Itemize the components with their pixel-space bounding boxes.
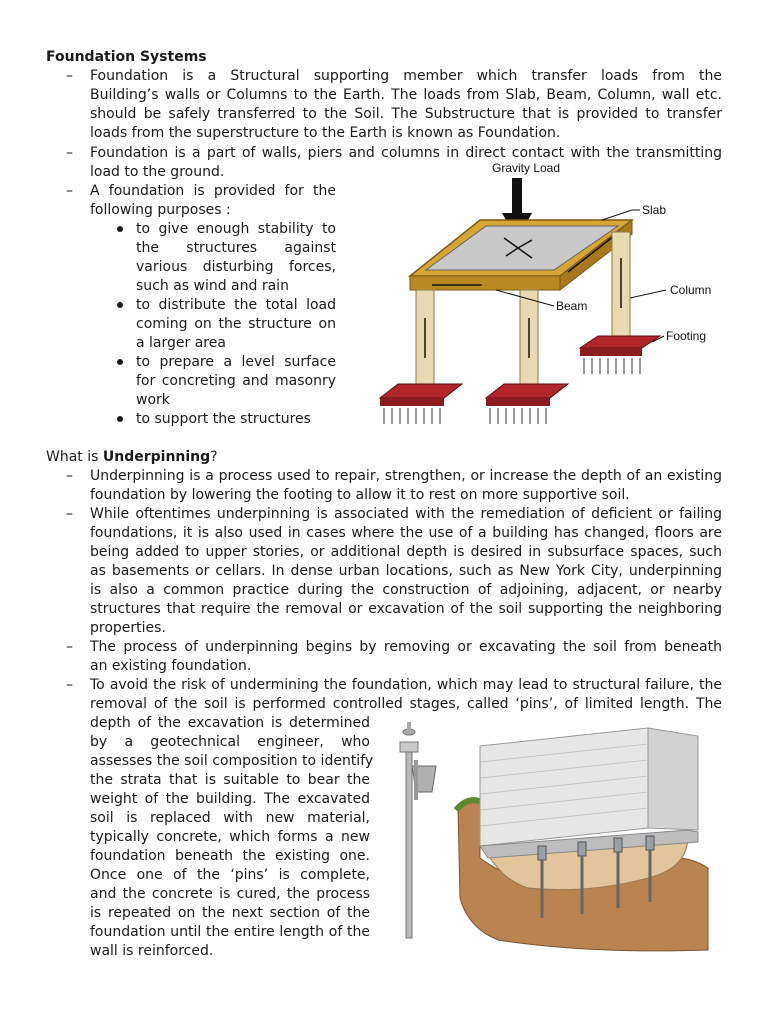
column-label: Column (670, 283, 712, 297)
paragraph-line: is also a common practice during the construction of adjoining, adjacent, or nearby (90, 582, 722, 598)
paragraph-line: depth of the excavation is determined (90, 715, 370, 731)
dash-bullet: – (66, 506, 73, 522)
gravity-load-label: Gravity Load (492, 161, 561, 175)
underpinning-illustration (388, 718, 728, 954)
building-wall-side (648, 728, 698, 830)
section-title-foundation-systems: Foundation Systems (46, 49, 207, 65)
footing-left (380, 384, 462, 406)
paragraph-line: While oftentimes underpinning is associated with the remediation of deficient or failing (90, 506, 722, 522)
paragraph-line: load to the ground. (90, 164, 225, 180)
slab-leader (602, 210, 632, 220)
list-item-line: work (136, 392, 170, 408)
title-prefix: What is (46, 449, 103, 465)
paragraph-line: foundation beneath the existing one. (90, 848, 370, 864)
list-item-line: to support the structures (136, 411, 311, 427)
footing-right (580, 336, 660, 356)
paragraph-line: A foundation is provided for the (90, 183, 336, 199)
paragraph-line: soil is replaced with new material, (90, 810, 370, 826)
paragraph-line: Once one of the ‘pins’ is complete, (90, 867, 370, 883)
paragraph-line: foundations, it is also used in cases where the use of a building has changed, floors are (90, 525, 722, 541)
paragraph-line: being added to upper stories, or additional depth is desired in subsurface spaces, such (90, 544, 722, 560)
list-item-line: the structures against (136, 240, 336, 256)
section-title-underpinning (46, 448, 218, 467)
list-bullet (117, 416, 125, 424)
paragraph-line: assesses the soil composition to identify (90, 753, 374, 769)
paragraph-line: the strata that is suitable to bear the (90, 772, 370, 788)
paragraph-line: properties. (90, 620, 166, 636)
paragraph-line: Foundation is a part of walls, piers and columns in direct contact with the transmitting (90, 145, 722, 161)
paragraph-line: The process of underpinning begins by removing or excavating the soil from beneath (90, 639, 722, 655)
paragraph-line: typically concrete, which forms a new (90, 829, 370, 845)
paragraph-line: foundation by lowering the footing to allow it to rest on more supportive soil. (90, 487, 630, 503)
list-item-line: such as wind and rain (136, 278, 289, 294)
foundation-diagram (370, 158, 730, 434)
paragraph-line: foundation until the entire length of the (90, 924, 370, 940)
list-item-line: to prepare a level surface (136, 354, 336, 370)
beam-label: Beam (556, 299, 588, 313)
list-item-line: coming on the structure on (136, 316, 336, 332)
paragraph-line: and the concrete is cured, the process (90, 886, 370, 902)
paragraph-line: by a geotechnical engineer, who (90, 734, 370, 750)
dash-bullet: – (66, 677, 73, 693)
paragraph-line: following purposes : (90, 202, 231, 218)
footing-middle (486, 384, 568, 406)
paragraph-line: structures that require the removal or excavation of the soil supporting the neighboring (90, 601, 722, 617)
dash-bullet: – (66, 68, 73, 84)
list-item-line: a larger area (136, 335, 226, 351)
dash-bullet: – (66, 639, 73, 655)
paragraph-line: loads from the superstructure to the Earth is known as Foundation. (90, 125, 561, 141)
paragraph-line: Foundation is a Structural supporting member which transfer loads from the (90, 68, 722, 84)
paragraph-line: To avoid the risk of undermining the foundation, which may lead to structural failure, the (90, 677, 722, 693)
list-item-line: to distribute the total load (136, 297, 336, 313)
paragraph-line: should be safely transferred to the Soil. The Substructure that is provided to transfer (90, 106, 722, 122)
title-bold: Underpinning (102, 449, 211, 465)
footing-label: Footing (666, 329, 707, 343)
column-leader (630, 290, 666, 298)
list-bullet (117, 226, 125, 234)
slab-label: Slab (642, 203, 667, 217)
list-bullet (117, 302, 125, 310)
list-item-line: for concreting and masonry (136, 373, 336, 389)
paragraph-line: removal of the soil is performed controlled stages, called ‘pins’, of limited length. The (90, 696, 722, 712)
slab-edge-front (410, 276, 560, 290)
title-suffix: ? (210, 449, 218, 465)
paragraph-line: Building’s walls or Columns to the Earth. The loads from Slab, Beam, Column, wall etc. (90, 87, 722, 103)
dash-bullet: – (66, 183, 73, 199)
paragraph-line: Underpinning is a process used to repair, strengthen, or increase the depth of an existing (90, 468, 722, 484)
building-wall-front (480, 728, 648, 846)
paragraph-line: as basements or cellars. In dense urban locations, such as New York City, underpinning (90, 563, 722, 579)
paragraph-line: wall is reinforced. (90, 943, 214, 959)
dash-bullet: – (66, 468, 73, 484)
list-item-line: to give enough stability to (136, 221, 336, 237)
dash-bullet: – (66, 145, 73, 161)
helical-pier (400, 722, 436, 938)
list-item-line: various disturbing forces, (136, 259, 336, 275)
list-bullet (117, 359, 125, 367)
paragraph-line: weight of the building. The excavated (90, 791, 370, 807)
paragraph-line: is repeated on the next section of the (90, 905, 370, 921)
paragraph-line: an existing foundation. (90, 658, 252, 674)
